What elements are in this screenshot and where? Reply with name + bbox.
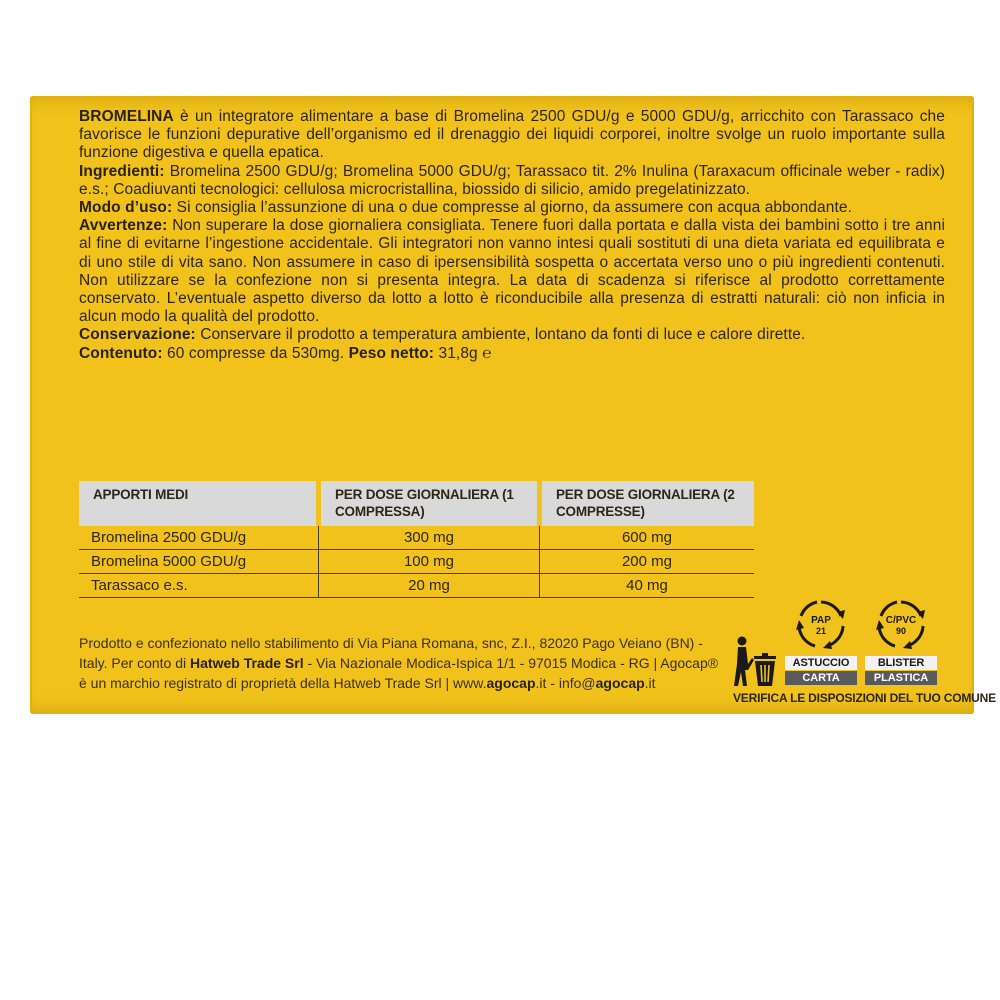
- pvc-code: C/PVC: [885, 615, 917, 626]
- label-astuccio: ASTUCCIO: [785, 656, 857, 670]
- header-apporti: APPORTI MEDI: [79, 481, 319, 526]
- ingredienti-paragraph: Ingredienti: Bromelina 2500 GDU/g; Bromelina 5000 GDU/g; Tarassaco tit. 2% Inulina (Taraxacum officinale weber - radix) e.s.; Coadiuvanti tecnologici: cellulosa microcristallina, biossido di silicio, amido pregelatinizzato.: [79, 162, 945, 198]
- pap-number: 21: [815, 626, 827, 636]
- pap-code: PAP: [811, 615, 831, 626]
- label-blister: BLISTER: [865, 656, 937, 670]
- recycle-cpvc-icon: [870, 598, 932, 650]
- avvertenze-paragraph: Avvertenze: Non superare la dose giornaliera consigliata. Tenere fuori dalla portata e dalla vista dei bambini sotto i tre anni al fine di evitarne l’ingestione accidentale. Gli integratori non vanno intesi quali sostituti di una dieta variata ed equilibrata e di uno stile di vita sano. Non assumere in caso di ipersensibilità sospetta o accertata verso uno o più ingredienti contenuti. Non utilizzare se la confezione non si presenta integra. La data di scadenza si riferisce al prodotto correttamente conservato. L’eventuale aspetto diverso da lotto a lotto è riconducibile alla presenza di estratti naturali: ciò non inficia in alcun modo la qualità del prodotto.: [79, 217, 945, 326]
- row-name: Bromelina 5000 GDU/g: [79, 550, 319, 574]
- label-plastica: PLASTICA: [865, 671, 937, 685]
- row-value-2: 40 mg: [540, 574, 755, 598]
- row-value-1: 20 mg: [319, 574, 540, 598]
- row-value-1: 300 mg: [319, 526, 540, 550]
- table-row: [79, 526, 754, 550]
- intro-paragraph: BROMELINA è un integratore alimentare a base di Bromelina 2500 GDU/g e 5000 GDU/g, arricchito con Tarassaco che favorisce le funzioni depurative dell’organismo ed il drenaggio dei liquidi corporei, inoltre svolge un ruolo importante sulla funzione digestiva e quella epatica.: [79, 108, 945, 162]
- brand-name: BROMELINA: [79, 108, 174, 125]
- trash-bin-person-icon: [732, 634, 780, 686]
- row-name: Tarassaco e.s.: [79, 574, 319, 598]
- recycling-info: [730, 598, 996, 713]
- header-dose-1: PER DOSE GIORNALIERA (1 COMPRESSA): [319, 481, 540, 526]
- product-description: [79, 108, 945, 363]
- conservazione-paragraph: Conservazione: Conservare il prodotto a temperatura ambiente, lontano da fonti di luce e calore dirette.: [79, 326, 806, 344]
- table-row: [79, 574, 754, 598]
- row-value-2: 600 mg: [540, 526, 755, 550]
- table-row: [79, 550, 754, 574]
- modo-uso-paragraph: Modo d’uso: Si consiglia l’assunzione di una o due compresse al giorno, da assumere con acqua abbondante.: [79, 199, 852, 217]
- row-name: Bromelina 2500 GDU/g: [79, 526, 319, 550]
- pvc-number: 90: [895, 626, 907, 636]
- nutrition-table: [79, 481, 754, 598]
- header-dose-2: PER DOSE GIORNALIERA (2 COMPRESSE): [540, 481, 755, 526]
- label-carta: CARTA: [785, 671, 857, 685]
- contenuto-paragraph: Contenuto: 60 compresse da 530mg. Peso netto: 31,8g ℮: [79, 344, 492, 362]
- row-value-1: 100 mg: [319, 550, 540, 574]
- recycle-pap-icon: [790, 598, 852, 650]
- manufacturer-info: Prodotto e confezionato nello stabilimento di Via Piana Romana, snc, Z.I., 82020 Pago Veiano (BN) - Italy. Per conto di Hatweb Trade Srl - Via Nazionale Modica-Ispica 1/1 - 97015 Modica - RG | Agocap® è un marchio registrato di proprietà della Hatweb Trade Srl | www.agocap.it - info@agocap.it: [79, 635, 719, 691]
- company-name: Hatweb Trade Srl: [190, 655, 304, 671]
- recycling-note: VERIFICA LE DISPOSIZIONI DEL TUO COMUNE: [733, 691, 996, 705]
- row-value-2: 200 mg: [540, 550, 755, 574]
- table-header-row: [79, 481, 754, 526]
